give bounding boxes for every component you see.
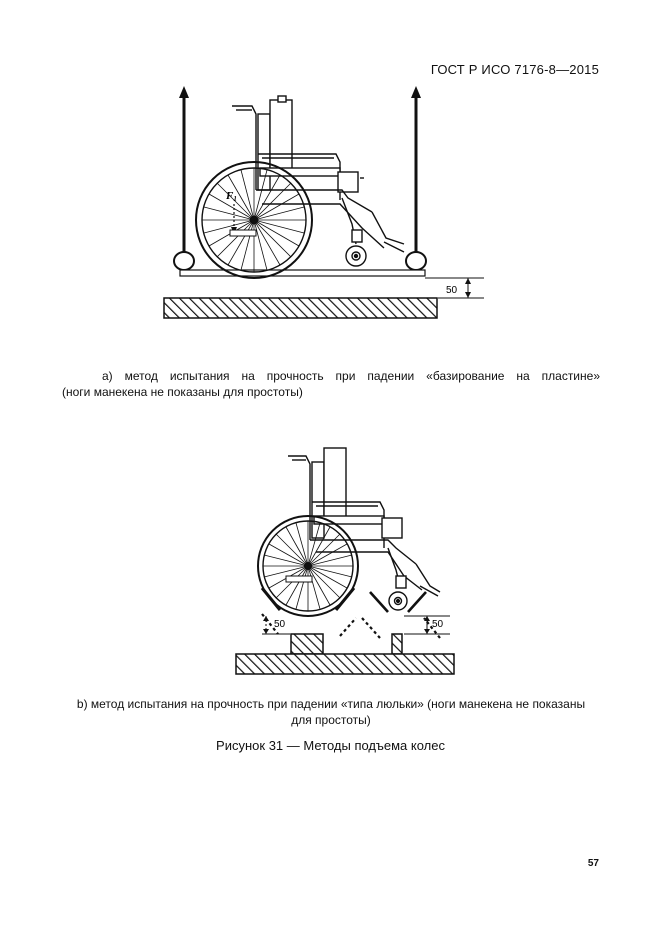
ground-b bbox=[236, 654, 454, 674]
page-number: 57 bbox=[587, 858, 599, 869]
force-label: F1 bbox=[226, 190, 237, 203]
caption-a-line2: (ноги манекена не показаны для простоты) bbox=[62, 385, 303, 399]
lifting-plate bbox=[180, 270, 425, 276]
wheelchair-b bbox=[288, 448, 440, 610]
document-header: ГОСТ Р ИСО 7176-8—2015 bbox=[430, 62, 599, 77]
figure-a-drawing bbox=[0, 80, 661, 330]
lift-arrow-left bbox=[174, 86, 194, 270]
ground-a bbox=[164, 298, 437, 318]
figure-b-drawing bbox=[0, 440, 661, 680]
support-block-rear bbox=[291, 634, 323, 654]
caption-a-line1: а) метод испытания на прочность при падении «базирование на пластине» bbox=[102, 369, 600, 383]
caption-b-line2: для простоты) bbox=[291, 713, 371, 727]
caption-b-line1: b) метод испытания на прочность при падении «типа люльки» (ноги манекена не показаны bbox=[76, 697, 586, 711]
caption-a bbox=[62, 368, 600, 400]
figure-b bbox=[0, 440, 661, 680]
dimension-label-right: 50 bbox=[432, 619, 444, 630]
dimension-label-left: 50 bbox=[274, 619, 286, 630]
support-block-front bbox=[392, 634, 402, 654]
dimension-label-a: 50 bbox=[446, 285, 458, 296]
rear-wheel-a bbox=[196, 162, 312, 278]
figure-title: Рисунок 31 — Методы подъема колес bbox=[216, 738, 445, 753]
caption-b bbox=[62, 696, 600, 728]
lift-arrow-right bbox=[406, 86, 426, 270]
wheelchair-a bbox=[232, 96, 404, 266]
figure-a bbox=[0, 80, 661, 330]
